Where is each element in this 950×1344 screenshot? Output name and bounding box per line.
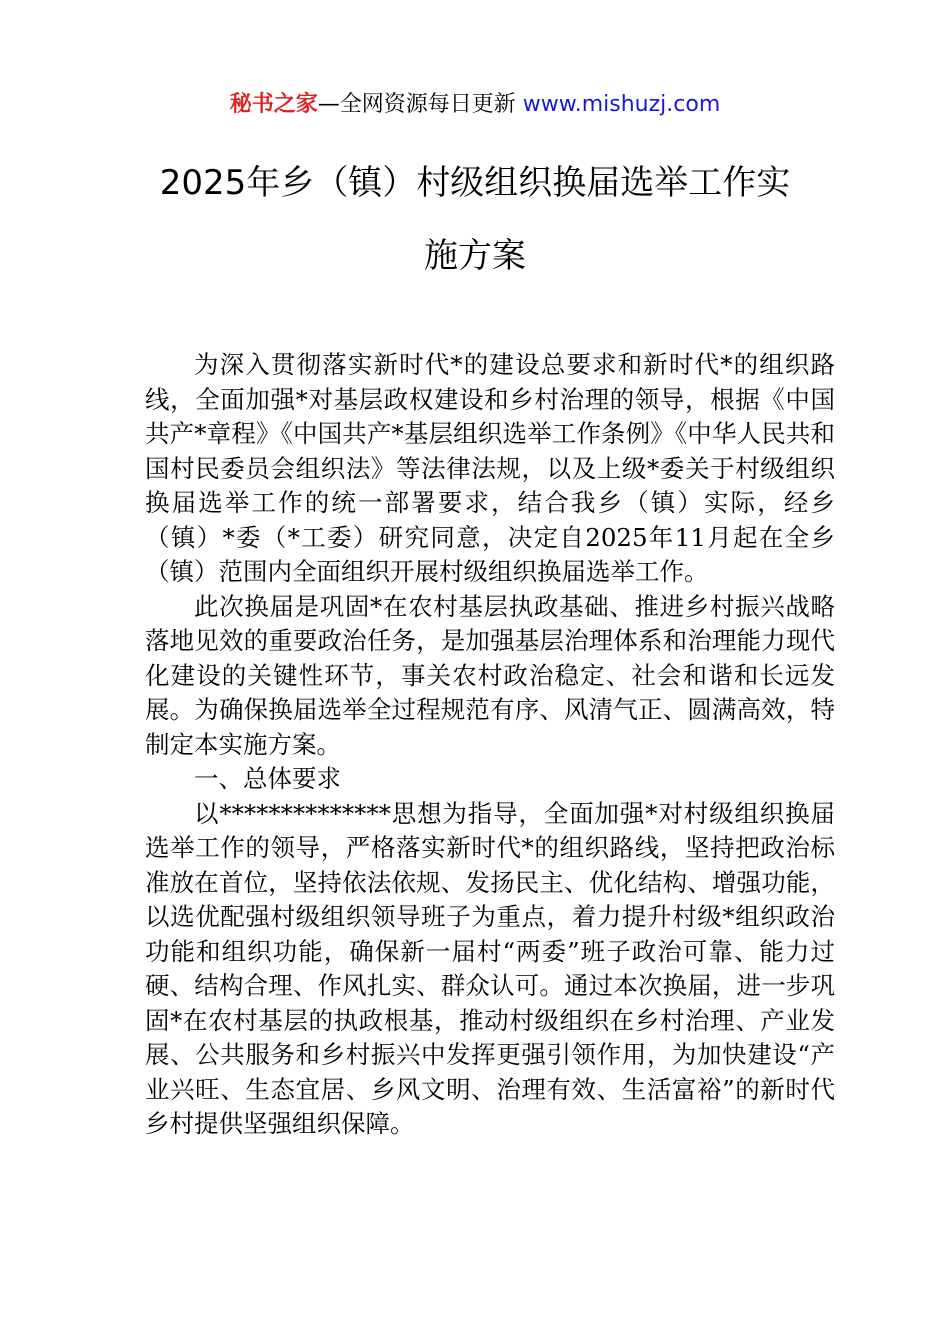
document-body <box>145 348 835 1142</box>
body-paragraph-2: 此次换届是巩固*在农村基层执政基础、推进乡村振兴战略落地见效的重要政治任务，是加强基层治理体系和治理能力现代化建设的关键性环节，事关农村政治稳定、社会和谐和长远发展。为确保换届选举全过程规范有序、风清气正、圆满高效，特制定本实施方案。 <box>145 591 835 759</box>
body-paragraph-1: 为深入贯彻落实新时代*的建设总要求和新时代*的组织路线，全面加强*对基层政权建设和乡村治理的领导，根据《中国共产*章程》《中国共产*基层组织选举工作条例》《中华人民共和国村民委员会组织法》等法律法规，以及上级*委关于村级组织换届选举工作的统一部署要求，结合我乡（镇）实际，经乡（镇）*委（*工委）研究同意，决定自2025年11月起在全乡（镇）范围内全面组织开展村级组织换届选举工作。 <box>145 350 835 586</box>
title-line-2: 施方案 <box>424 236 526 276</box>
site-tagline: —全网资源每日更新 <box>317 92 523 117</box>
section-paragraph: 以**************思想为指导，全面加强*对村级组织换届选举工作的领导，严格落实新时代*的组织路线，坚持把政治标准放在首位，坚持依法依规、发扬民主、优化结构、增强功能，以选优配强村级组织领导班子为重点，着力提升村级*组织政治功能和组织功能，确保新一届村“两委”班子政治可靠、能力过硬、结构合理、作风扎实、群众认可。通过本次换届，进一步巩固*在农村基层的执政根基，推动村级组织在乡村治理、产业发展、公共服务和乡村振兴中发挥更强引领作用，为加快建设“产业兴旺、生态宜居、乡风文明、治理有效、生活富裕”的新时代乡村提供坚强组织保障。 <box>145 798 835 1138</box>
title-line-1: 2025年乡（镇）村级组织换届选举工作实 <box>159 163 791 203</box>
site-header <box>0 88 950 122</box>
section-heading: 一、总体要求 <box>194 764 341 793</box>
site-url-link[interactable]: www.mishuzj.com <box>522 92 721 117</box>
document-title <box>140 160 810 279</box>
site-brand: 秘书之家 <box>229 92 318 117</box>
